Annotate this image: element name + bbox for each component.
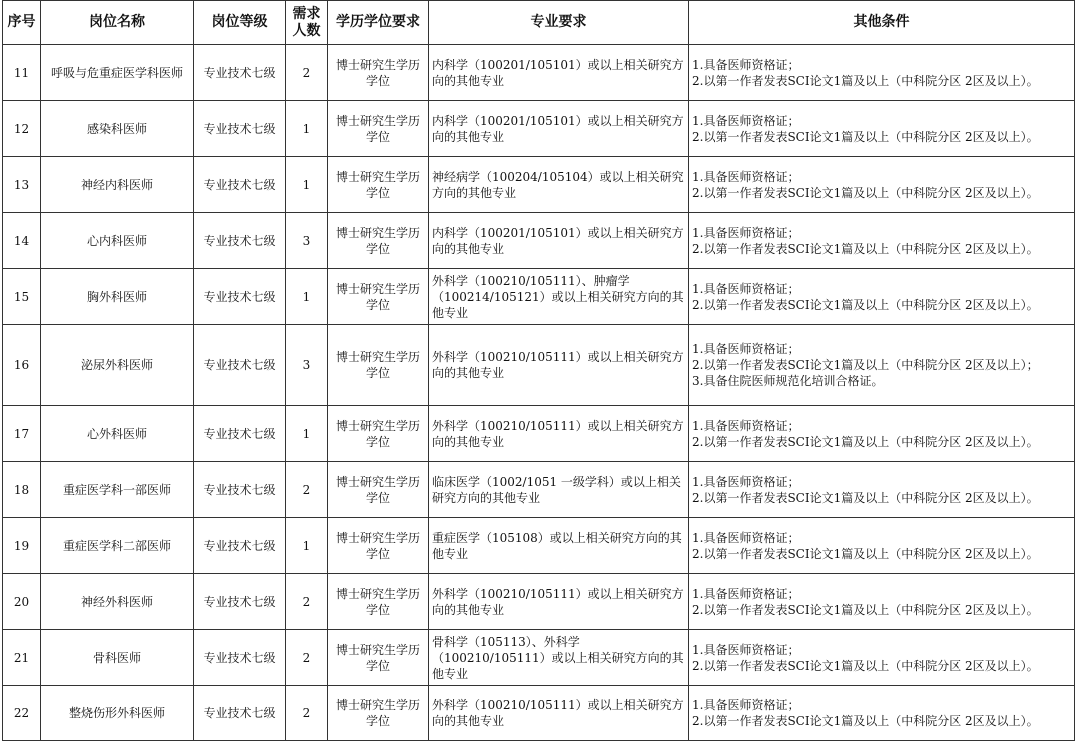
cell-other bbox=[689, 101, 1075, 157]
cell-edu: 博士研究生学历学位 bbox=[328, 686, 429, 741]
cell-edu: 博士研究生学历学位 bbox=[328, 406, 429, 462]
table-row bbox=[3, 518, 1075, 574]
cell-seq: 13 bbox=[3, 157, 41, 213]
condition-line: 1.具备医师资格证； bbox=[692, 281, 800, 296]
cell-level: 专业技术七级 bbox=[194, 45, 286, 101]
condition-line: 2.以第一作者发表SCI论文1篇及以上（中科院分区 2区及以上）。 bbox=[692, 241, 1039, 256]
cell-edu: 博士研究生学历学位 bbox=[328, 630, 429, 686]
table-row bbox=[3, 406, 1075, 462]
cell-count: 1 bbox=[286, 518, 328, 574]
cell-level: 专业技术七级 bbox=[194, 574, 286, 630]
cell-seq: 21 bbox=[3, 630, 41, 686]
condition-line: 1.具备医师资格证； bbox=[692, 342, 800, 356]
cell-count: 3 bbox=[286, 325, 328, 406]
cell-other bbox=[689, 462, 1075, 518]
header-edu: 学历学位要求 bbox=[328, 1, 429, 45]
cell-level: 专业技术七级 bbox=[194, 213, 286, 269]
cell-name: 神经外科医师 bbox=[41, 574, 194, 630]
cell-level: 专业技术七级 bbox=[194, 462, 286, 518]
cell-other bbox=[689, 157, 1075, 213]
cell-major: 神经病学（100204/105104）或以上相关研究方向的其他专业 bbox=[429, 157, 689, 213]
cell-major: 内科学（100201/105101）或以上相关研究方向的其他专业 bbox=[429, 213, 689, 269]
cell-seq: 17 bbox=[3, 406, 41, 462]
condition-line: 3.具备住院医师规范化培训合格证。 bbox=[692, 374, 884, 388]
cell-level: 专业技术七级 bbox=[194, 325, 286, 406]
cell-count: 2 bbox=[286, 45, 328, 101]
cell-edu: 博士研究生学历学位 bbox=[328, 269, 429, 325]
cell-edu: 博士研究生学历学位 bbox=[328, 462, 429, 518]
condition-line: 2.以第一作者发表SCI论文1篇及以上（中科院分区 2区及以上）； bbox=[692, 358, 1039, 372]
condition-line: 1.具备医师资格证； bbox=[692, 169, 800, 184]
table-body bbox=[3, 45, 1075, 741]
cell-name: 骨科医师 bbox=[41, 630, 194, 686]
header-name: 岗位名称 bbox=[41, 1, 194, 45]
cell-major: 重症医学（105108）或以上相关研究方向的其他专业 bbox=[429, 518, 689, 574]
header-other: 其他条件 bbox=[689, 1, 1075, 45]
table-row bbox=[3, 45, 1075, 101]
cell-name: 重症医学科二部医师 bbox=[41, 518, 194, 574]
cell-other bbox=[689, 518, 1075, 574]
cell-level: 专业技术七级 bbox=[194, 269, 286, 325]
cell-name: 心内科医师 bbox=[41, 213, 194, 269]
cell-count: 2 bbox=[286, 630, 328, 686]
cell-name: 泌尿外科医师 bbox=[41, 325, 194, 406]
condition-line: 2.以第一作者发表SCI论文1篇及以上（中科院分区 2区及以上）。 bbox=[692, 658, 1039, 673]
cell-edu: 博士研究生学历学位 bbox=[328, 518, 429, 574]
cell-seq: 16 bbox=[3, 325, 41, 406]
cell-major: 外科学（100210/105111）或以上相关研究方向的其他专业 bbox=[429, 686, 689, 741]
header-seq: 序号 bbox=[3, 1, 41, 45]
cell-edu: 博士研究生学历学位 bbox=[328, 574, 429, 630]
header-count: 需求人数 bbox=[286, 1, 328, 45]
condition-line: 1.具备医师资格证； bbox=[692, 57, 800, 72]
cell-name: 心外科医师 bbox=[41, 406, 194, 462]
condition-line: 1.具备医师资格证； bbox=[692, 642, 800, 657]
condition-line: 1.具备医师资格证； bbox=[692, 530, 800, 545]
cell-seq: 19 bbox=[3, 518, 41, 574]
condition-line: 1.具备医师资格证； bbox=[692, 418, 800, 433]
cell-level: 专业技术七级 bbox=[194, 157, 286, 213]
cell-seq: 20 bbox=[3, 574, 41, 630]
cell-count: 1 bbox=[286, 157, 328, 213]
condition-line: 2.以第一作者发表SCI论文1篇及以上（中科院分区 2区及以上）。 bbox=[692, 714, 1039, 728]
condition-line: 2.以第一作者发表SCI论文1篇及以上（中科院分区 2区及以上）。 bbox=[692, 546, 1039, 561]
cell-name: 重症医学科一部医师 bbox=[41, 462, 194, 518]
condition-line: 1.具备医师资格证； bbox=[692, 698, 800, 712]
cell-edu: 博士研究生学历学位 bbox=[328, 157, 429, 213]
cell-major: 骨科学（105113）、外科学（100210/105111）或以上相关研究方向的其他专业 bbox=[429, 630, 689, 686]
cell-seq: 18 bbox=[3, 462, 41, 518]
table-row bbox=[3, 630, 1075, 686]
cell-other bbox=[689, 45, 1075, 101]
cell-count: 2 bbox=[286, 574, 328, 630]
header-row bbox=[3, 1, 1075, 45]
cell-level: 专业技术七级 bbox=[194, 630, 286, 686]
cell-other bbox=[689, 630, 1075, 686]
cell-name: 呼吸与危重症医学科医师 bbox=[41, 45, 194, 101]
cell-seq: 12 bbox=[3, 101, 41, 157]
cell-name: 整烧伤形外科医师 bbox=[41, 686, 194, 741]
cell-other bbox=[689, 574, 1075, 630]
table-row bbox=[3, 157, 1075, 213]
condition-line: 2.以第一作者发表SCI论文1篇及以上（中科院分区 2区及以上）。 bbox=[692, 129, 1039, 144]
cell-count: 2 bbox=[286, 686, 328, 741]
table-row bbox=[3, 325, 1075, 406]
table-row bbox=[3, 101, 1075, 157]
cell-other bbox=[689, 325, 1075, 406]
cell-name: 神经内科医师 bbox=[41, 157, 194, 213]
cell-seq: 15 bbox=[3, 269, 41, 325]
cell-count: 1 bbox=[286, 269, 328, 325]
header-major: 专业要求 bbox=[429, 1, 689, 45]
condition-line: 1.具备医师资格证； bbox=[692, 474, 800, 489]
cell-count: 1 bbox=[286, 406, 328, 462]
condition-line: 1.具备医师资格证； bbox=[692, 586, 800, 601]
cell-edu: 博士研究生学历学位 bbox=[328, 213, 429, 269]
condition-line: 1.具备医师资格证； bbox=[692, 113, 800, 128]
cell-seq: 22 bbox=[3, 686, 41, 741]
cell-major: 外科学（100210/105111）或以上相关研究方向的其他专业 bbox=[429, 574, 689, 630]
cell-other bbox=[689, 686, 1075, 741]
cell-level: 专业技术七级 bbox=[194, 101, 286, 157]
cell-major: 内科学（100201/105101）或以上相关研究方向的其他专业 bbox=[429, 45, 689, 101]
condition-line: 1.具备医师资格证； bbox=[692, 225, 800, 240]
condition-line: 2.以第一作者发表SCI论文1篇及以上（中科院分区 2区及以上）。 bbox=[692, 297, 1039, 312]
header-level: 岗位等级 bbox=[194, 1, 286, 45]
cell-other bbox=[689, 213, 1075, 269]
cell-edu: 博士研究生学历学位 bbox=[328, 325, 429, 406]
cell-level: 专业技术七级 bbox=[194, 406, 286, 462]
table-row bbox=[3, 686, 1075, 741]
cell-seq: 14 bbox=[3, 213, 41, 269]
cell-seq: 11 bbox=[3, 45, 41, 101]
cell-count: 3 bbox=[286, 213, 328, 269]
cell-major: 内科学（100201/105101）或以上相关研究方向的其他专业 bbox=[429, 101, 689, 157]
cell-count: 2 bbox=[286, 462, 328, 518]
cell-edu: 博士研究生学历学位 bbox=[328, 101, 429, 157]
table-row bbox=[3, 574, 1075, 630]
cell-count: 1 bbox=[286, 101, 328, 157]
condition-line: 2.以第一作者发表SCI论文1篇及以上（中科院分区 2区及以上）。 bbox=[692, 185, 1039, 200]
condition-line: 2.以第一作者发表SCI论文1篇及以上（中科院分区 2区及以上）。 bbox=[692, 434, 1039, 449]
table-row bbox=[3, 462, 1075, 518]
cell-level: 专业技术七级 bbox=[194, 686, 286, 741]
cell-level: 专业技术七级 bbox=[194, 518, 286, 574]
condition-line: 2.以第一作者发表SCI论文1篇及以上（中科院分区 2区及以上）。 bbox=[692, 602, 1039, 617]
cell-edu: 博士研究生学历学位 bbox=[328, 45, 429, 101]
condition-line: 2.以第一作者发表SCI论文1篇及以上（中科院分区 2区及以上）。 bbox=[692, 73, 1039, 88]
table-row bbox=[3, 269, 1075, 325]
cell-major: 外科学（100210/105111）或以上相关研究方向的其他专业 bbox=[429, 406, 689, 462]
cell-name: 感染科医师 bbox=[41, 101, 194, 157]
condition-line: 2.以第一作者发表SCI论文1篇及以上（中科院分区 2区及以上）。 bbox=[692, 490, 1039, 505]
cell-major: 临床医学（1002/1051 一级学科）或以上相关研究方向的其他专业 bbox=[429, 462, 689, 518]
cell-major: 外科学（100210/105111）、肿瘤学（100214/105121）或以上相关研究方向的其他专业 bbox=[429, 269, 689, 325]
recruitment-table bbox=[2, 0, 1075, 741]
cell-other bbox=[689, 269, 1075, 325]
cell-major: 外科学（100210/105111）或以上相关研究方向的其他专业 bbox=[429, 325, 689, 406]
cell-name: 胸外科医师 bbox=[41, 269, 194, 325]
table-row bbox=[3, 213, 1075, 269]
cell-other bbox=[689, 406, 1075, 462]
